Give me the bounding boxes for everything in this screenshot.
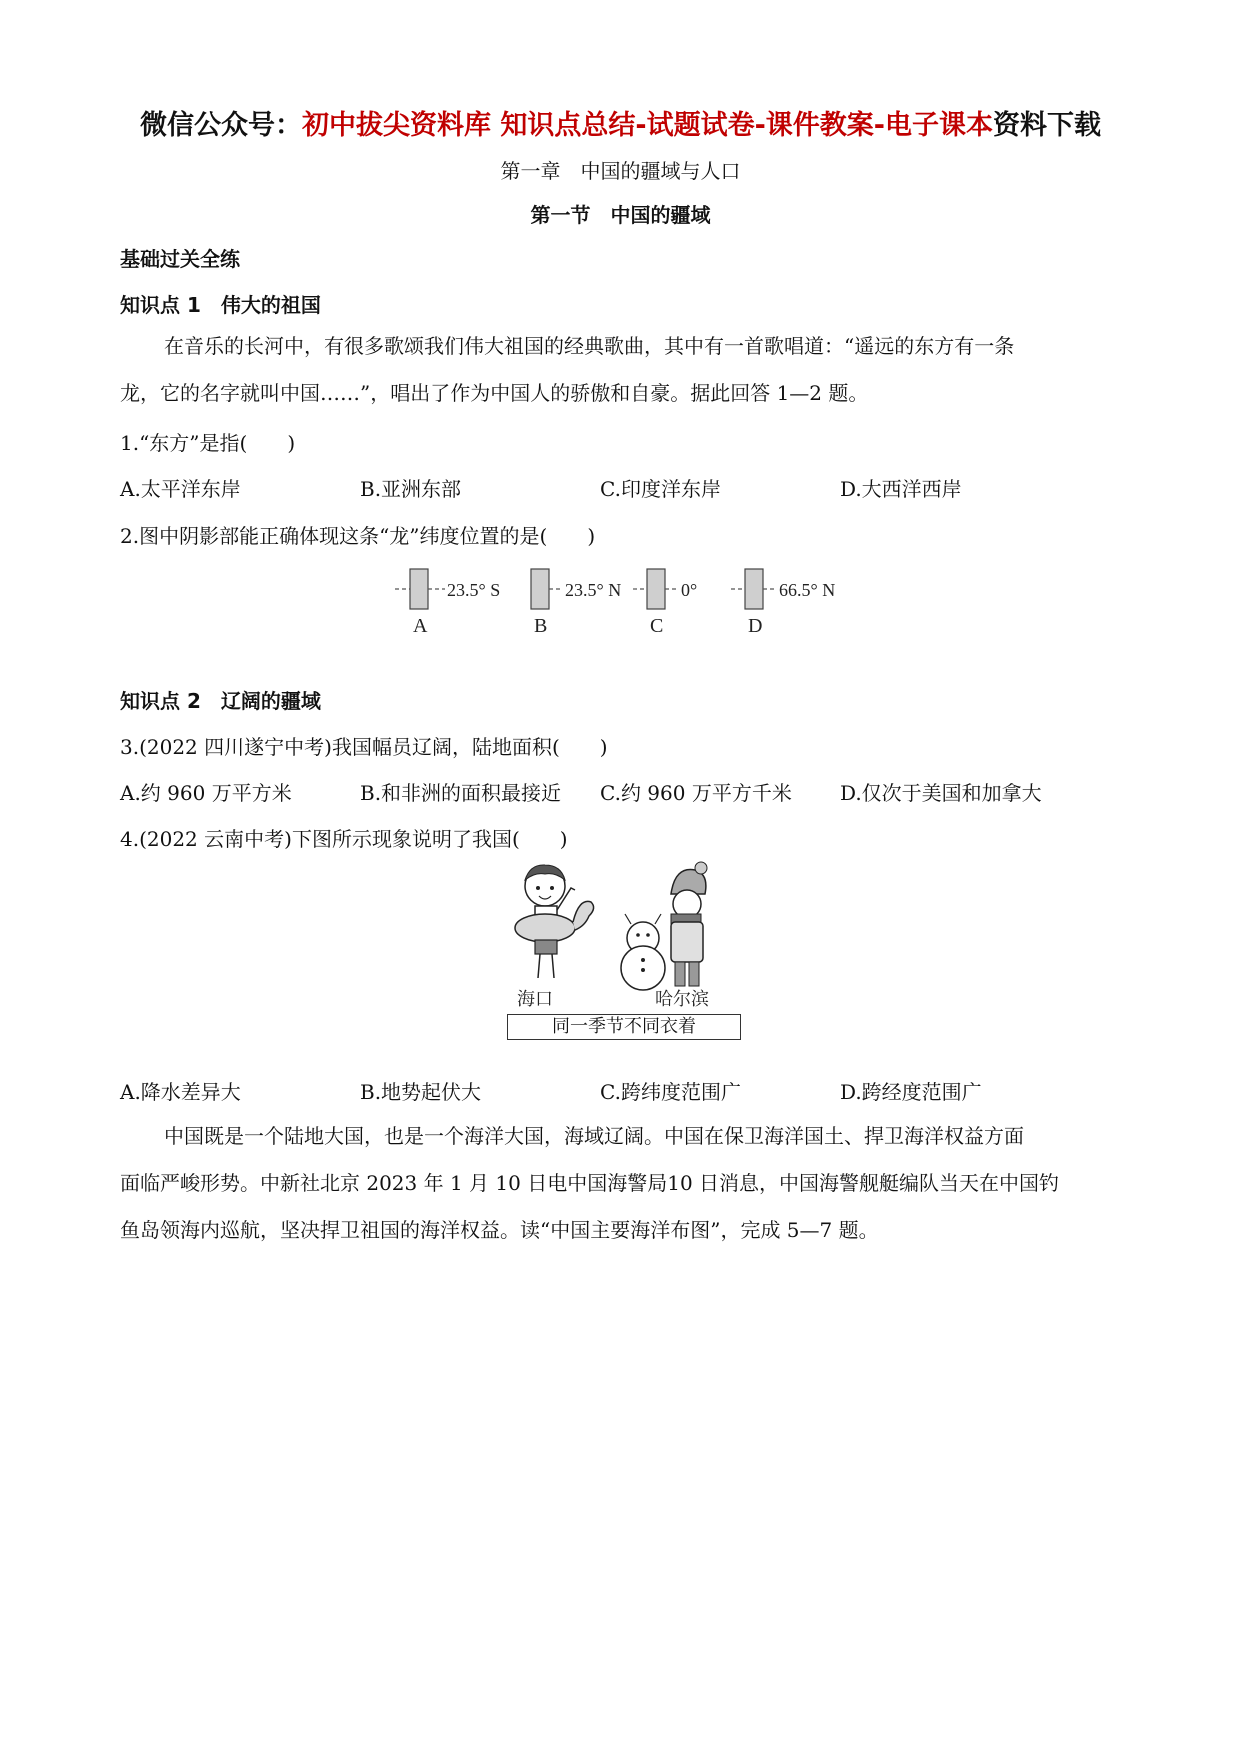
intro-paragraph-2 — [120, 1113, 1120, 1254]
banner-prefix: 微信公众号： — [139, 110, 302, 141]
diagram-option-c — [633, 569, 697, 637]
chapter-title: 第一章 中国的疆域与人口 — [500, 159, 741, 183]
diagram-letter-c: C — [650, 615, 664, 637]
q1-option-b: B.亚洲东部 — [360, 477, 462, 501]
intro2-line2: 面临严峻形势。中新社北京 2023 年 1 月 10 日电中国海警局10 日消息，中国海警舰艇编队当天在中国钓 — [120, 1171, 1060, 1195]
diagram-letter-a: A — [413, 615, 428, 637]
intro1-line2: 龙，它的名字就叫中国……”，唱出了作为中国人的骄傲和自豪。据此回答 1—2 题。 — [120, 381, 869, 405]
diagram-letter-d: D — [748, 615, 763, 637]
shaded-band-d — [745, 569, 763, 609]
practice-heading: 基础过关全练 — [120, 247, 240, 271]
q3-option-d: D.仅次于美国和加拿大 — [840, 781, 1042, 805]
q1-option-d: D.大西洋西岸 — [840, 477, 962, 501]
diagram-option-a — [395, 569, 500, 637]
q3-option-c: C.约 960 万平方千米 — [600, 781, 792, 805]
shaded-band-a — [410, 569, 428, 609]
intro2-line3: 鱼岛领海内巡航，坚决捍卫祖国的海洋权益。读“中国主要海洋布图”，完成 5—7 题。 — [120, 1218, 879, 1242]
question-4-stem: 4.(2022 云南中考)下图所示现象说明了我国( ) — [120, 827, 568, 851]
intro2-line1: 中国既是一个陆地大国，也是一个海洋大国，海域辽阔。中国在保卫海洋国土、捍卫海洋权益方面 — [164, 1124, 1024, 1148]
latitude-label-b: 23.5° N — [565, 580, 622, 600]
q1-option-a: A.太平洋东岸 — [120, 477, 241, 501]
q3-option-b: B.和非洲的面积最接近 — [360, 781, 562, 805]
haikou-label: 海口 — [517, 989, 553, 1009]
banner-suffix: 资料下载 — [993, 110, 1102, 141]
diagram-option-d — [731, 569, 835, 637]
harbin-child-snowman-image — [621, 862, 707, 990]
harbin-label: 哈尔滨 — [655, 989, 709, 1009]
q3-option-a: A.约 960 万平方米 — [120, 781, 292, 805]
q4-option-d: D.跨经度范围广 — [840, 1080, 982, 1104]
latitude-label-a: 23.5° S — [447, 580, 501, 600]
latitude-label-d: 66.5° N — [779, 580, 836, 600]
question-2-stem: 2.图中阴影部能正确体现这条“龙”纬度位置的是( ) — [120, 524, 596, 548]
diagram-letter-b: B — [534, 615, 548, 637]
banner-highlight: 初中拔尖资料库 知识点总结-试题试卷-课件教案-电子课本 — [301, 110, 994, 141]
shaded-band-c — [647, 569, 665, 609]
intro1-line1: 在音乐的长河中，有很多歌颂我们伟大祖国的经典歌曲，其中有一首歌唱道：“遥远的东方有一条 — [164, 334, 1015, 358]
haikou-child-image — [515, 865, 594, 978]
diagram-option-b — [531, 569, 621, 637]
knowledge-point-2-heading: 知识点 2 辽阔的疆域 — [120, 689, 321, 713]
q1-option-c: C.印度洋东岸 — [600, 477, 721, 501]
intro-paragraph-1 — [120, 323, 1120, 417]
q4-option-a: A.降水差异大 — [120, 1080, 241, 1104]
wechat-banner — [0, 103, 1241, 142]
shaded-band-b — [531, 569, 549, 609]
latitude-label-c: 0° — [681, 580, 698, 600]
q4-option-c: C.跨纬度范围广 — [600, 1080, 741, 1104]
question-3-stem: 3.(2022 四川遂宁中考)我国幅员辽阔，陆地面积( ) — [120, 735, 608, 759]
knowledge-point-1-heading: 知识点 1 伟大的祖国 — [120, 293, 321, 317]
clothing-illustration — [495, 858, 740, 1010]
question-1-stem: 1.“东方”是指( ) — [120, 431, 296, 455]
latitude-diagram — [385, 555, 865, 640]
section-title: 第一节 中国的疆域 — [530, 203, 711, 227]
q4-option-b: B.地势起伏大 — [360, 1080, 482, 1104]
figure-caption: 同一季节不同衣着 — [507, 1014, 741, 1040]
